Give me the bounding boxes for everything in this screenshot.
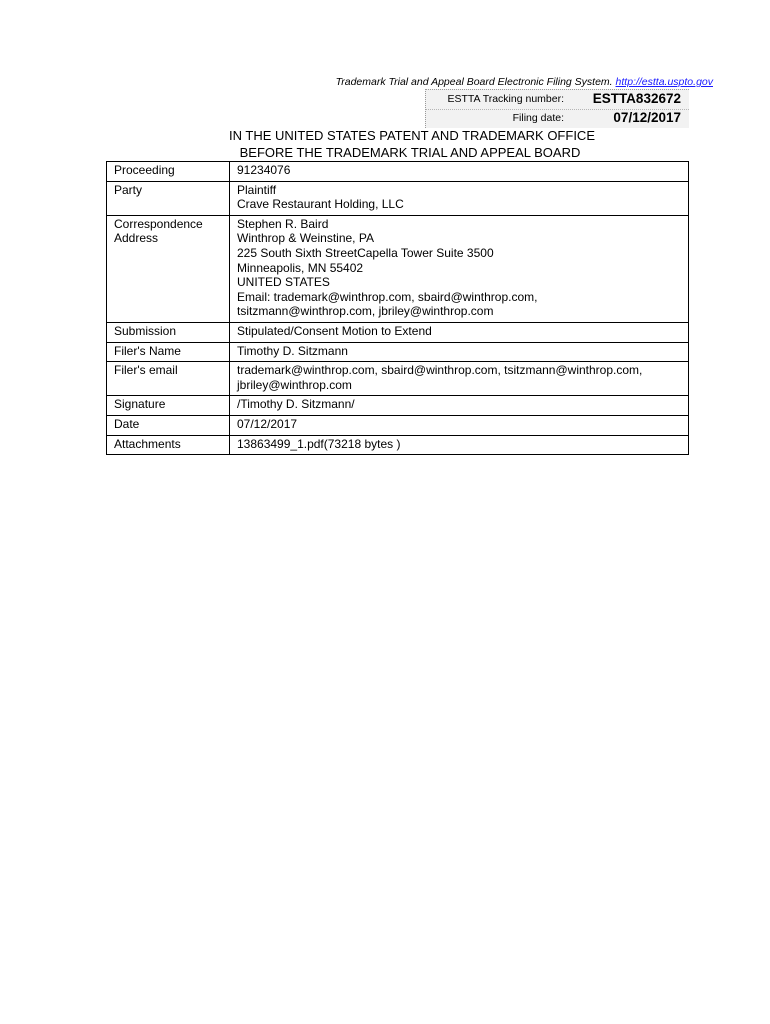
table-row-date [107, 415, 689, 435]
tracking-box [425, 89, 689, 128]
filing-date-value: 07/12/2017 [613, 110, 681, 125]
table-row-correspondence [107, 215, 689, 322]
attachments-value[interactable]: 13863499_1.pdf(73218 bytes ) [230, 435, 689, 455]
proceeding-value: 91234076 [230, 162, 689, 182]
document-title-line2: BEFORE THE TRADEMARK TRIAL AND APPEAL BOARD [239, 145, 581, 160]
tracking-number-label: ESTTA Tracking number: [447, 93, 564, 105]
filing-date-label: Filing date: [512, 112, 564, 124]
table-row-proceeding [107, 162, 689, 182]
tracking-number-value: ESTTA832672 [592, 91, 681, 106]
date-label: Date [107, 415, 230, 435]
table-row-filer-email [107, 362, 689, 396]
document-title-line1: IN THE UNITED STATES PATENT AND TRADEMARK OFFICE [229, 128, 595, 143]
system-header [250, 76, 713, 88]
signature-value: /Timothy D. Sitzmann/ [230, 396, 689, 416]
attachments-label: Attachments [107, 435, 230, 455]
filing-date-row [426, 109, 689, 128]
correspondence-value: Stephen R. Baird Winthrop & Weinstine, PA 225 South Sixth StreetCapella Tower Suite 3500 Minneapolis, MN 55402 UNITED STATES Email: trademark@winthrop.com, sbaird@winthrop.com, tsitzmann@winthrop.com, jbriley@winthrop.com [230, 215, 689, 322]
filer-email-value: trademark@winthrop.com, sbaird@winthrop.com, tsitzmann@winthrop.com, jbriley@winthrop.com [230, 362, 689, 396]
system-text: Trademark Trial and Appeal Board Electronic Filing System. [335, 76, 613, 88]
party-value: Plaintiff Crave Restaurant Holding, LLC [230, 181, 689, 215]
table-row-party [107, 181, 689, 215]
table-row-attachments [107, 435, 689, 455]
signature-label: Signature [107, 396, 230, 416]
table-row-signature [107, 396, 689, 416]
date-value: 07/12/2017 [230, 415, 689, 435]
filer-name-value: Timothy D. Sitzmann [230, 342, 689, 362]
table-row-submission [107, 322, 689, 342]
tracking-number-row [426, 90, 689, 110]
submission-value: Stipulated/Consent Motion to Extend [230, 322, 689, 342]
estta-link[interactable]: http://estta.uspto.gov [615, 76, 713, 88]
party-label: Party [107, 181, 230, 215]
submission-label: Submission [107, 322, 230, 342]
correspondence-label: Correspondence Address [107, 215, 230, 322]
table-row-filer-name [107, 342, 689, 362]
filer-email-label: Filer's email [107, 362, 230, 396]
filing-details-table [106, 161, 689, 455]
proceeding-label: Proceeding [107, 162, 230, 182]
filer-name-label: Filer's Name [107, 342, 230, 362]
